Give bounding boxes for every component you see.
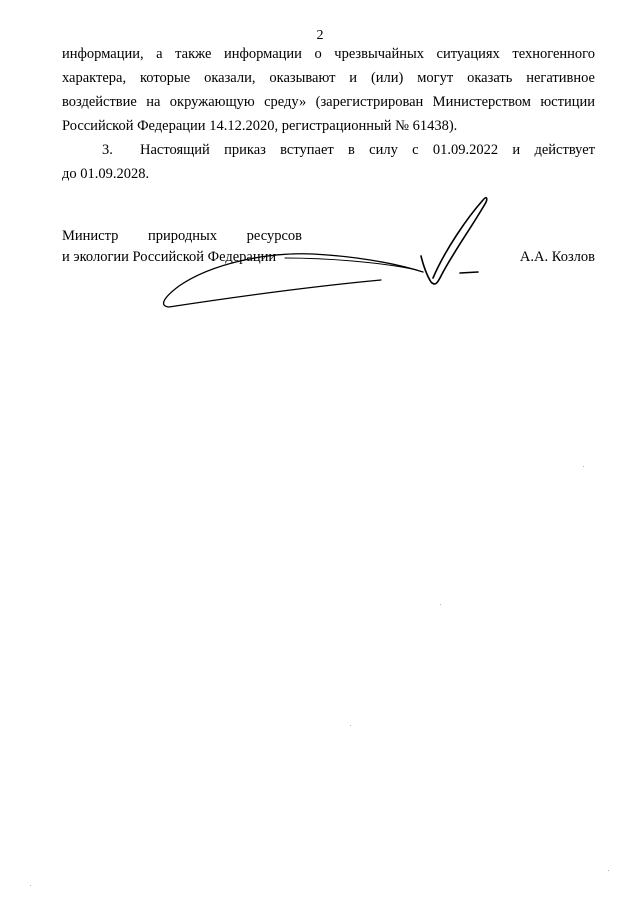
paragraph-line: Российской Федерации 14.12.2020, регистрационный № 61438). bbox=[62, 118, 458, 134]
scan-speck bbox=[350, 725, 351, 726]
signatory-title-line-2: и экологии Российской Федерации bbox=[62, 249, 277, 265]
scan-speck bbox=[30, 885, 31, 886]
scan-speck bbox=[440, 604, 441, 605]
item-3-number: 3. bbox=[102, 142, 113, 158]
signatory-title-line-1: Министр природных ресурсов bbox=[62, 228, 302, 244]
signatory-name: А.А. Козлов bbox=[519, 249, 595, 265]
paragraph-line: информации, а также информации о чрезвычайных ситуациях техногенного bbox=[62, 46, 595, 62]
item-3-text: Настоящий приказ вступает в силу с 01.09.2022 и действует bbox=[140, 142, 595, 158]
page-number: 2 bbox=[316, 28, 324, 43]
paragraph-line: характера, которые оказали, оказывают и (или) могут оказать негативное bbox=[62, 70, 595, 86]
signature-block bbox=[62, 226, 595, 268]
paragraph-line: воздействие на окружающую среду» (зарегистрирован Министерством юстиции bbox=[62, 94, 595, 110]
document-body bbox=[62, 42, 595, 186]
scan-speck bbox=[583, 466, 584, 467]
item-3-line-2: до 01.09.2028. bbox=[62, 166, 150, 182]
item-3-line-1 bbox=[62, 138, 595, 162]
scan-speck bbox=[608, 870, 609, 871]
